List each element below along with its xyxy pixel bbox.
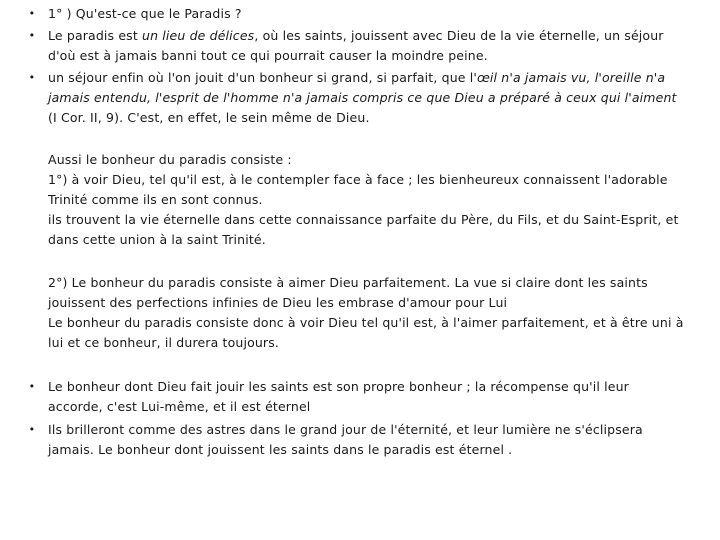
paragraph-continuation — [48, 46, 698, 66]
bullet-marker: • — [28, 423, 36, 436]
paragraph-line: (I Cor. II, 9). C'est, en effet, le sein même de Dieu. — [48, 110, 370, 125]
emphasis-text: un lieu de délices — [142, 28, 255, 43]
emphasis-text: œil n'a jamais vu, l'oreille n'a — [476, 70, 666, 85]
paragraph-continuation — [48, 440, 698, 460]
paragraph-line: 1°) à voir Dieu, tel qu'il est, à le contempler face à face ; les bienheureux connaissent l'adorable — [48, 172, 668, 187]
emphasis-text: jamais entendu, l'esprit de l'homme n'a jamais compris ce que Dieu a préparé à ceux qui l'aiment — [48, 90, 677, 105]
paragraph-line: jouissent des perfections infinies de Dieu les embrase d'amour pour Lui — [48, 295, 508, 310]
question-heading: 1° ) Qu'est-ce que le Paradis ? — [48, 6, 242, 21]
paragraph-line: ils trouvent la vie éternelle dans cette connaissance parfaite du Père, du Fils, et du Saint-Esprit, et — [48, 212, 679, 227]
paragraph-line: d'où est à jamais banni tout ce qui pourrait causer la moindre peine. — [48, 48, 488, 63]
paragraph-line: dans cette union à la saint Trinité. — [48, 232, 266, 247]
paragraph-line: Ils brilleront comme des astres dans le grand jour de l'éternité, et leur lumière ne s'éclipsera — [48, 422, 643, 437]
paragraph-block — [48, 273, 698, 353]
paragraph-line — [48, 26, 688, 46]
bullet-marker: • — [28, 7, 36, 20]
bullet-marker: • — [28, 380, 36, 393]
paragraph-continuation — [48, 88, 698, 128]
paragraph-line: accorde, c'est Lui-même, et il est éternel — [48, 399, 311, 414]
paragraph-line: Le bonheur dont Dieu fait jouir les saints est son propre bonheur ; la récompense qu'il leur — [48, 379, 629, 394]
bullet-marker: • — [28, 71, 36, 84]
paragraph-line: lui et ce bonheur, il durera toujours. — [48, 335, 280, 350]
text-run: un séjour enfin où l'on jouit d'un bonheur si grand, si parfait, que l' — [48, 70, 477, 85]
paragraph-line: Trinité comme ils en sont connus. — [48, 192, 263, 207]
paragraph-line: Aussi le bonheur du paradis consiste : — [48, 152, 292, 167]
paragraph-continuation — [48, 397, 698, 417]
bullet-marker: • — [28, 29, 36, 42]
paragraph-line: 2°) Le bonheur du paradis consiste à aimer Dieu parfaitement. La vue si claire dont les saints — [48, 275, 648, 290]
text-run: , où les saints, jouissent avec Dieu de la vie éternelle, un séjour — [254, 28, 664, 43]
paragraph-block — [48, 150, 698, 250]
paragraph-line: Le bonheur du paradis consiste donc à voir Dieu tel qu'il est, à l'aimer parfaitement, et à être uni à — [48, 315, 684, 330]
paragraph-line — [48, 68, 688, 88]
paragraph-line — [48, 88, 698, 108]
text-run: Le paradis est — [48, 28, 143, 43]
paragraph-line: jamais. Le bonheur dont jouissent les saints dans le paradis est éternel . — [48, 442, 513, 457]
